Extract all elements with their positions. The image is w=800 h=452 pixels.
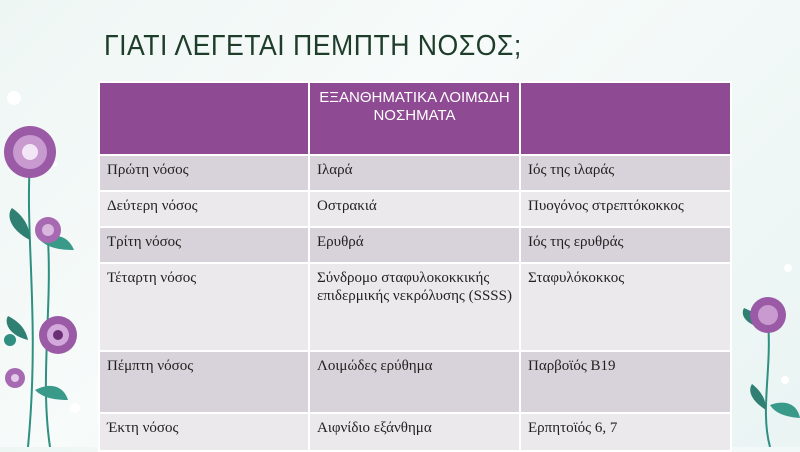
- disease-name-cell: Ιλαρά: [309, 155, 520, 191]
- stem-icon: [28, 160, 33, 447]
- bubble-icon: [781, 376, 789, 384]
- pathogen-cell: Ιός της ιλαράς: [520, 155, 731, 191]
- pathogen-cell: Ιός της ερυθράς: [520, 227, 731, 263]
- header-cell: ΕΞΑΝΘΗΜΑΤΙΚΑ ΛΟΙΜΩΔΗ ΝΟΣΗΜΑΤΑ: [309, 82, 520, 155]
- table-row: [99, 263, 731, 351]
- disease-name-cell: Σύνδρομο σταφυλοκοκκικής επιδερμικής νεκρόλυσης (SSSS): [309, 263, 520, 351]
- leaf-icon: [9, 208, 30, 240]
- flower-decoration-right: [730, 260, 800, 447]
- leaf-icon: [35, 386, 68, 400]
- leaf-icon: [770, 403, 800, 418]
- disease-order-cell: Τέταρτη νόσος: [99, 263, 309, 351]
- disease-name-cell: Αιφνίδιο εξάνθημα: [309, 413, 520, 451]
- bubble-icon: [784, 264, 792, 272]
- disease-name-cell: Λοιμώδες ερύθημα: [309, 351, 520, 413]
- disease-order-cell: Τρίτη νόσος: [99, 227, 309, 263]
- table-row: [99, 413, 731, 451]
- pathogen-cell: Πυογόνος στρεπτόκοκκος: [520, 191, 731, 227]
- flower-decoration-left: [0, 90, 95, 447]
- flower-icon: [5, 368, 25, 388]
- table-row: [99, 351, 731, 413]
- slide-title: ΓΙΑΤΙ ΛΕΓΕΤΑΙ ΠΕΜΠΤΗ ΝΟΣΟΣ;: [104, 30, 522, 62]
- pathogen-cell: Παρβοϊός Β19: [520, 351, 731, 413]
- disease-order-cell: Πρώτη νόσος: [99, 155, 309, 191]
- disease-order-cell: Δεύτερη νόσος: [99, 191, 309, 227]
- pathogen-cell: Ερπητοϊός 6, 7: [520, 413, 731, 451]
- stem-icon: [766, 320, 770, 447]
- flower-icon: [750, 297, 786, 333]
- disease-order-cell: Έκτη νόσος: [99, 413, 309, 451]
- flower-icon: [35, 217, 61, 243]
- header-cell: [99, 82, 309, 155]
- diseases-table: [98, 81, 732, 452]
- bubble-icon: [7, 91, 21, 105]
- disease-name-cell: Ερυθρά: [309, 227, 520, 263]
- bubble-icon: [70, 403, 80, 413]
- table-row: [99, 227, 731, 263]
- table-header-row: [99, 82, 731, 155]
- disease-name-cell: Οστρακιά: [309, 191, 520, 227]
- table-row: [99, 155, 731, 191]
- table-row: [99, 191, 731, 227]
- flower-icon: [39, 316, 77, 354]
- pathogen-cell: Σταφυλόκοκκος: [520, 263, 731, 351]
- header-cell: [520, 82, 731, 155]
- berry-icon: [4, 334, 16, 346]
- leaf-icon: [750, 384, 766, 410]
- flower-icon: [4, 126, 56, 178]
- disease-order-cell: Πέμπτη νόσος: [99, 351, 309, 413]
